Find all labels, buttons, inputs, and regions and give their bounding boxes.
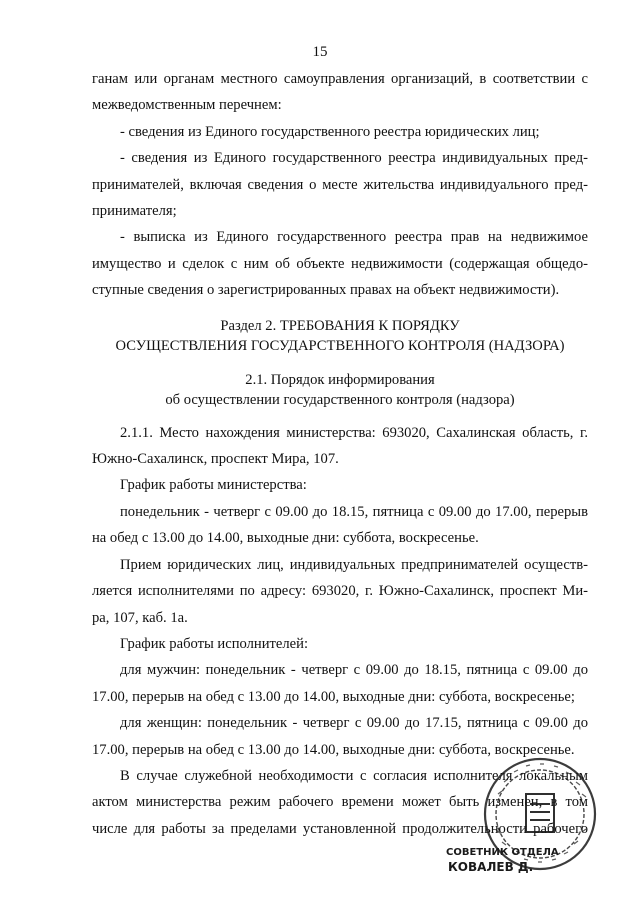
text-line: Прием юридических лиц, индивидуальных предпринимателей осуществ-: [120, 556, 588, 573]
text-line: межведомственным перечнем:: [92, 97, 282, 114]
subsection-heading: [92, 370, 588, 410]
text-line: для женщин: понедельник - четверг с 09.00 до 17.15, пятница с 09.00 до: [120, 715, 588, 732]
paragraph: График работы министерства:: [120, 477, 307, 494]
text-line: принимателя;: [92, 203, 177, 220]
text-line: ступные сведения о зарегистрированных правах на объект недвижимости).: [92, 282, 560, 299]
text-line: 17.00, перерыв на обед с 13.00 до 14.00, выходные дни: суббота, воскресенье;: [92, 688, 575, 705]
text-line: понедельник - четверг с 09.00 до 18.15, пятница с 09.00 до 17.00, перерыв: [120, 503, 588, 520]
official-stamp: [446, 754, 608, 894]
text-line: Южно-Сахалинск, проспект Мира, 107.: [92, 451, 339, 468]
paragraph: [92, 499, 588, 552]
page-number: 15: [312, 44, 328, 60]
stamp-center-mark: [526, 794, 554, 832]
stamp-text-line: СОВЕТНИК ОТДЕЛА: [446, 847, 559, 858]
text-line: числе для работы за пределами установленной продолжительности рабочего: [92, 820, 588, 837]
text-line: актом министерства режим рабочего времени может быть изменен, в том: [92, 794, 588, 811]
paragraph: [92, 420, 588, 473]
text-line: принимателей, включая сведения о месте жительства индивидуального пред-: [92, 176, 588, 193]
document-body: [92, 66, 588, 842]
text-line: имущество и сделок с ним об объекте недвижимости (содержащая общедо-: [92, 255, 588, 272]
text-line: для мужчин: понедельник - четверг с 09.00 до 18.15, пятница с 09.00 до: [120, 662, 588, 679]
paragraph: [92, 657, 588, 710]
list-item: [92, 145, 588, 224]
section-heading-line: ОСУЩЕСТВЛЕНИЯ ГОСУДАРСТВЕННОГО КОНТРОЛЯ (НАДЗОРА): [115, 337, 565, 354]
text-line: на обед с 13.00 до 14.00, выходные дни: суббота, воскресенье.: [92, 530, 479, 547]
text-line: ляется исполнителями по адресу: 693020, г. Южно-Сахалинск, проспект Ми-: [92, 583, 588, 600]
subsection-heading-line: об осуществлении государственного контроля (надзора): [165, 391, 515, 408]
text-line: 17.00, перерыв на обед с 13.00 до 14.00, выходные дни: суббота, воскресенье.: [92, 741, 575, 758]
text-line: В случае служебной необходимости с согласия исполнителя локальным: [120, 767, 588, 784]
list-item: [92, 224, 588, 303]
paragraph: [92, 552, 588, 631]
text-line: ганам или органам местного самоуправления организаций, в соответствии с: [92, 71, 588, 87]
stamp-inner-ring: [496, 770, 584, 858]
section-heading-line: Раздел 2. ТРЕБОВАНИЯ К ПОРЯДКУ: [220, 317, 460, 334]
paragraph: График работы исполнителей:: [120, 635, 309, 652]
text-line: - выписка из Единого государственного реестра прав на недвижимое: [120, 229, 588, 246]
text-line: - сведения из Единого государственного реестра индивидуальных пред-: [120, 150, 588, 167]
text-line: 2.1.1. Место нахождения министерства: 693020, Сахалинская область, г.: [120, 424, 588, 441]
section-heading: [92, 316, 588, 356]
paragraph-continuation: [92, 66, 588, 119]
text-line: ра, 107, каб. 1а.: [92, 609, 188, 626]
stamp-text-line: КОВАЛЕВ Д.: [448, 860, 534, 874]
list-item: - сведения из Единого государственного реестра юридических лиц;: [120, 123, 540, 140]
subsection-heading-line: 2.1. Порядок информирования: [245, 371, 435, 388]
